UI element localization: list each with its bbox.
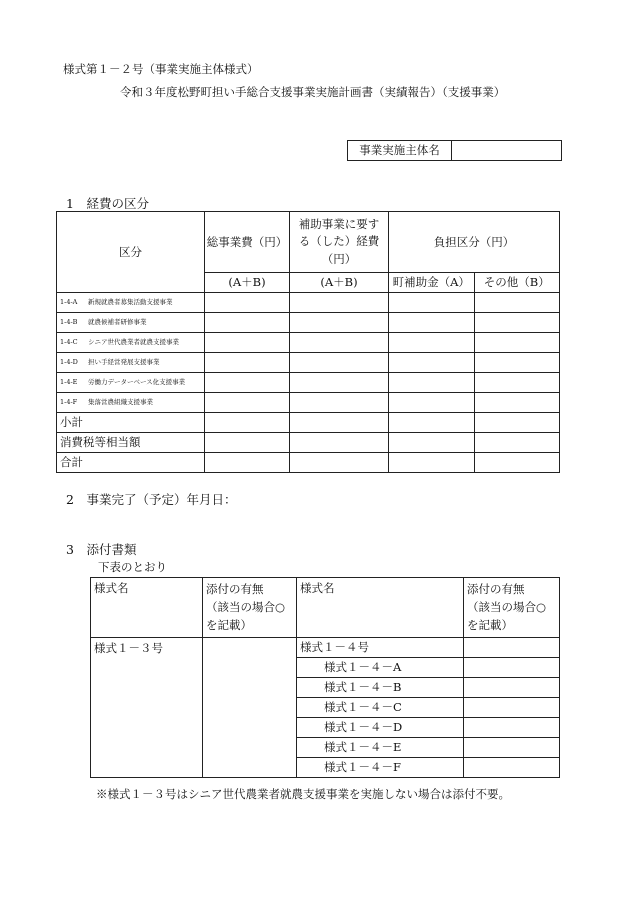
attach-check-1-3[interactable]: [203, 638, 297, 778]
sub-town-subsidy: 町補助金（A）: [389, 273, 475, 293]
attach-check-1-4-b[interactable]: [464, 678, 560, 698]
section1-heading: 1 経費の区分: [66, 196, 149, 211]
section3-heading: 3 添付書類: [66, 542, 137, 557]
col-subsidy-cost: 補助事業に要す る（した）経費 （円）: [290, 212, 389, 273]
attach-check-1-4-a[interactable]: [464, 658, 560, 678]
total-row: [57, 453, 560, 473]
col-attach-right: 添付の有無 （該当の場合○ を記載）: [464, 578, 560, 638]
col-total-cost: 総事業費（円）: [205, 212, 290, 273]
entity-label: 事業実施主体名: [348, 141, 452, 161]
subtotal-label: 小計: [57, 413, 205, 433]
form-1-4-a: 様式１－４－A: [297, 658, 464, 678]
form-1-4: 様式１－４号: [297, 638, 464, 658]
row-label: 1-4-E 労働力データーベース化支援事業: [57, 373, 205, 393]
entity-value-field[interactable]: [452, 141, 562, 161]
form-1-4-f: 様式１－４－F: [297, 758, 464, 778]
table-row: [57, 373, 560, 393]
table-row: [57, 293, 560, 313]
table-row: [57, 333, 560, 353]
form-1-3: 様式１－３号: [91, 638, 203, 778]
sub-other: その他（B）: [474, 273, 560, 293]
section3-sub: 下表のとおり: [98, 560, 167, 574]
col-attach-left: 添付の有無 （該当の場合○ を記載）: [203, 578, 297, 638]
attach-check-1-4-f[interactable]: [464, 758, 560, 778]
document-title: 令和３年度松野町担い手総合支援事業実施計画書（実績報告）（支援事業）: [120, 85, 506, 99]
form-1-4-c: 様式１－４－C: [297, 698, 464, 718]
table-row: [57, 353, 560, 373]
entity-table: [347, 140, 562, 161]
cost-table: [56, 211, 560, 473]
total-label: 合計: [57, 453, 205, 473]
form-number: 様式第１－２号（事業実施主体様式）: [63, 62, 259, 76]
col-form-right: 様式名: [297, 578, 464, 638]
attach-check-1-4-e[interactable]: [464, 738, 560, 758]
row-label: 1-4-C シニア世代農業者就農支援事業: [57, 333, 205, 353]
attach-check-1-4-c[interactable]: [464, 698, 560, 718]
row-label: 1-4-B 就農候補者研修事業: [57, 313, 205, 333]
tax-row: [57, 433, 560, 453]
col-kubun: 区分: [57, 212, 205, 293]
section2-heading: 2 事業完了（予定）年月日：: [66, 492, 237, 507]
form-1-4-d: 様式１－４－D: [297, 718, 464, 738]
sub-total-ab: (A＋B): [205, 273, 290, 293]
form-1-4-e: 様式１－４－E: [297, 738, 464, 758]
tax-label: 消費税等相当額: [57, 433, 205, 453]
col-form-left: 様式名: [91, 578, 203, 638]
subtotal-row: [57, 413, 560, 433]
attachment-table: [90, 577, 560, 778]
form-1-4-b: 様式１－４－B: [297, 678, 464, 698]
sub-subsidy-ab: (A＋B): [290, 273, 389, 293]
row-label: 1-4-D 担い手経営発展支援事業: [57, 353, 205, 373]
row-label: 1-4-A 新規就農者募集活動支援事業: [57, 293, 205, 313]
footnote: ※様式１－３号はシニア世代農業者就農支援事業を実施しない場合は添付不要。: [96, 787, 510, 801]
table-row: [57, 313, 560, 333]
row-label: 1-4-F 集落営農組織支援事業: [57, 393, 205, 413]
attach-check-1-4-d[interactable]: [464, 718, 560, 738]
col-burden: 負担区分（円）: [389, 212, 560, 273]
table-row: [57, 393, 560, 413]
attach-check-1-4[interactable]: [464, 638, 560, 658]
